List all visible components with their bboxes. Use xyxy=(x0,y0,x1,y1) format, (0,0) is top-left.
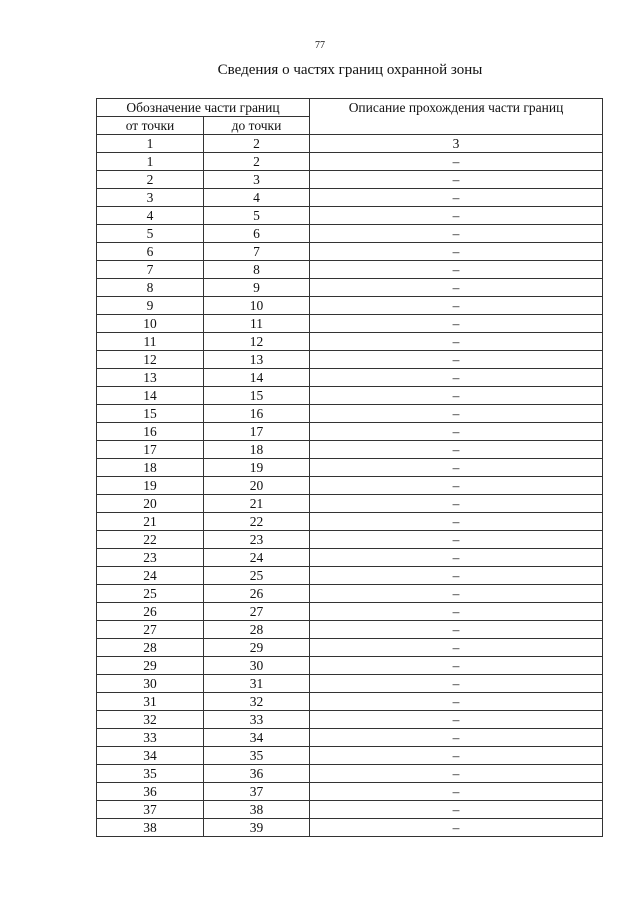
cell-description: 3 xyxy=(310,135,603,153)
cell-description: – xyxy=(310,621,603,639)
cell-from-point: 24 xyxy=(97,567,204,585)
table-row xyxy=(97,135,603,153)
header-boundary-designation: Обозначение части границ xyxy=(97,99,310,117)
cell-from-point: 36 xyxy=(97,783,204,801)
cell-from-point: 14 xyxy=(97,387,204,405)
cell-to-point: 11 xyxy=(204,315,310,333)
cell-description: – xyxy=(310,639,603,657)
cell-description: – xyxy=(310,279,603,297)
table-row xyxy=(97,819,603,837)
header-from-point: от точки xyxy=(97,117,204,135)
table-row xyxy=(97,783,603,801)
cell-description: – xyxy=(310,459,603,477)
page-number: 77 xyxy=(315,40,325,51)
cell-to-point: 30 xyxy=(204,657,310,675)
cell-to-point: 4 xyxy=(204,189,310,207)
cell-description: – xyxy=(310,261,603,279)
cell-description: – xyxy=(310,531,603,549)
cell-to-point: 18 xyxy=(204,441,310,459)
cell-to-point: 16 xyxy=(204,405,310,423)
cell-description: – xyxy=(310,675,603,693)
table-row xyxy=(97,351,603,369)
cell-description: – xyxy=(310,441,603,459)
cell-to-point: 35 xyxy=(204,747,310,765)
cell-description: – xyxy=(310,603,603,621)
cell-description: – xyxy=(310,729,603,747)
cell-from-point: 19 xyxy=(97,477,204,495)
cell-to-point: 33 xyxy=(204,711,310,729)
cell-from-point: 7 xyxy=(97,261,204,279)
cell-to-point: 5 xyxy=(204,207,310,225)
cell-from-point: 5 xyxy=(97,225,204,243)
table-row xyxy=(97,765,603,783)
cell-description: – xyxy=(310,405,603,423)
cell-description: – xyxy=(310,801,603,819)
cell-to-point: 8 xyxy=(204,261,310,279)
table-row xyxy=(97,693,603,711)
cell-from-point: 26 xyxy=(97,603,204,621)
cell-to-point: 31 xyxy=(204,675,310,693)
cell-from-point: 6 xyxy=(97,243,204,261)
table-row xyxy=(97,279,603,297)
cell-to-point: 2 xyxy=(204,153,310,171)
cell-from-point: 18 xyxy=(97,459,204,477)
cell-description: – xyxy=(310,423,603,441)
cell-description: – xyxy=(310,693,603,711)
cell-to-point: 20 xyxy=(204,477,310,495)
cell-from-point: 33 xyxy=(97,729,204,747)
cell-from-point: 32 xyxy=(97,711,204,729)
cell-from-point: 25 xyxy=(97,585,204,603)
table-row xyxy=(97,801,603,819)
cell-from-point: 28 xyxy=(97,639,204,657)
cell-description: – xyxy=(310,297,603,315)
cell-to-point: 23 xyxy=(204,531,310,549)
cell-from-point: 22 xyxy=(97,531,204,549)
cell-to-point: 9 xyxy=(204,279,310,297)
cell-to-point: 24 xyxy=(204,549,310,567)
cell-to-point: 29 xyxy=(204,639,310,657)
cell-to-point: 26 xyxy=(204,585,310,603)
table-row xyxy=(97,477,603,495)
cell-description: – xyxy=(310,315,603,333)
table-header xyxy=(97,99,603,135)
cell-to-point: 27 xyxy=(204,603,310,621)
cell-to-point: 13 xyxy=(204,351,310,369)
cell-to-point: 28 xyxy=(204,621,310,639)
table-row xyxy=(97,621,603,639)
table-row xyxy=(97,567,603,585)
cell-from-point: 15 xyxy=(97,405,204,423)
cell-from-point: 20 xyxy=(97,495,204,513)
cell-description: – xyxy=(310,171,603,189)
cell-description: – xyxy=(310,477,603,495)
cell-description: – xyxy=(310,495,603,513)
cell-to-point: 39 xyxy=(204,819,310,837)
cell-from-point: 10 xyxy=(97,315,204,333)
cell-from-point: 35 xyxy=(97,765,204,783)
table-row xyxy=(97,531,603,549)
document-title: Сведения о частях границ охранной зоны xyxy=(217,62,483,78)
cell-from-point: 4 xyxy=(97,207,204,225)
cell-from-point: 2 xyxy=(97,171,204,189)
cell-from-point: 16 xyxy=(97,423,204,441)
table-row xyxy=(97,153,603,171)
cell-from-point: 13 xyxy=(97,369,204,387)
cell-description: – xyxy=(310,153,603,171)
cell-description: – xyxy=(310,351,603,369)
table-row xyxy=(97,675,603,693)
cell-description: – xyxy=(310,189,603,207)
table-row xyxy=(97,225,603,243)
table-row xyxy=(97,405,603,423)
cell-description: – xyxy=(310,819,603,837)
cell-from-point: 12 xyxy=(97,351,204,369)
cell-from-point: 17 xyxy=(97,441,204,459)
cell-from-point: 27 xyxy=(97,621,204,639)
cell-from-point: 34 xyxy=(97,747,204,765)
header-row-1 xyxy=(97,99,603,117)
cell-description: – xyxy=(310,387,603,405)
cell-to-point: 19 xyxy=(204,459,310,477)
table-row xyxy=(97,387,603,405)
cell-from-point: 38 xyxy=(97,819,204,837)
boundary-parts-table xyxy=(96,98,603,837)
header-description: Описание прохождения части границ xyxy=(310,99,603,135)
cell-to-point: 32 xyxy=(204,693,310,711)
cell-to-point: 7 xyxy=(204,243,310,261)
cell-description: – xyxy=(310,369,603,387)
table-row xyxy=(97,423,603,441)
cell-from-point: 1 xyxy=(97,135,204,153)
cell-description: – xyxy=(310,549,603,567)
table-row xyxy=(97,189,603,207)
cell-to-point: 21 xyxy=(204,495,310,513)
cell-description: – xyxy=(310,225,603,243)
header-to-point: до точки xyxy=(204,117,310,135)
table-row xyxy=(97,711,603,729)
cell-description: – xyxy=(310,513,603,531)
cell-from-point: 23 xyxy=(97,549,204,567)
cell-to-point: 12 xyxy=(204,333,310,351)
cell-description: – xyxy=(310,333,603,351)
cell-to-point: 15 xyxy=(204,387,310,405)
table-row xyxy=(97,549,603,567)
cell-description: – xyxy=(310,567,603,585)
cell-from-point: 30 xyxy=(97,675,204,693)
table-row xyxy=(97,441,603,459)
table-row xyxy=(97,333,603,351)
cell-description: – xyxy=(310,657,603,675)
cell-to-point: 36 xyxy=(204,765,310,783)
cell-from-point: 31 xyxy=(97,693,204,711)
cell-description: – xyxy=(310,711,603,729)
table-row xyxy=(97,747,603,765)
cell-from-point: 3 xyxy=(97,189,204,207)
table-row xyxy=(97,297,603,315)
table-row xyxy=(97,603,603,621)
table-row xyxy=(97,657,603,675)
cell-from-point: 21 xyxy=(97,513,204,531)
cell-from-point: 8 xyxy=(97,279,204,297)
table-body xyxy=(97,135,603,837)
table-row xyxy=(97,171,603,189)
cell-description: – xyxy=(310,207,603,225)
cell-to-point: 38 xyxy=(204,801,310,819)
cell-from-point: 11 xyxy=(97,333,204,351)
cell-description: – xyxy=(310,765,603,783)
table-row xyxy=(97,585,603,603)
cell-to-point: 10 xyxy=(204,297,310,315)
cell-to-point: 3 xyxy=(204,171,310,189)
cell-to-point: 14 xyxy=(204,369,310,387)
cell-from-point: 1 xyxy=(97,153,204,171)
cell-to-point: 25 xyxy=(204,567,310,585)
cell-description: – xyxy=(310,747,603,765)
cell-to-point: 37 xyxy=(204,783,310,801)
cell-description: – xyxy=(310,585,603,603)
cell-to-point: 6 xyxy=(204,225,310,243)
cell-description: – xyxy=(310,783,603,801)
table-row xyxy=(97,513,603,531)
cell-to-point: 22 xyxy=(204,513,310,531)
table-row xyxy=(97,243,603,261)
table-row xyxy=(97,459,603,477)
table-row xyxy=(97,495,603,513)
cell-to-point: 17 xyxy=(204,423,310,441)
table-row xyxy=(97,639,603,657)
table-row xyxy=(97,369,603,387)
cell-description: – xyxy=(310,243,603,261)
table-row xyxy=(97,261,603,279)
table-row xyxy=(97,315,603,333)
cell-from-point: 29 xyxy=(97,657,204,675)
cell-to-point: 34 xyxy=(204,729,310,747)
cell-to-point: 2 xyxy=(204,135,310,153)
table-row xyxy=(97,729,603,747)
cell-from-point: 9 xyxy=(97,297,204,315)
table-row xyxy=(97,207,603,225)
cell-from-point: 37 xyxy=(97,801,204,819)
